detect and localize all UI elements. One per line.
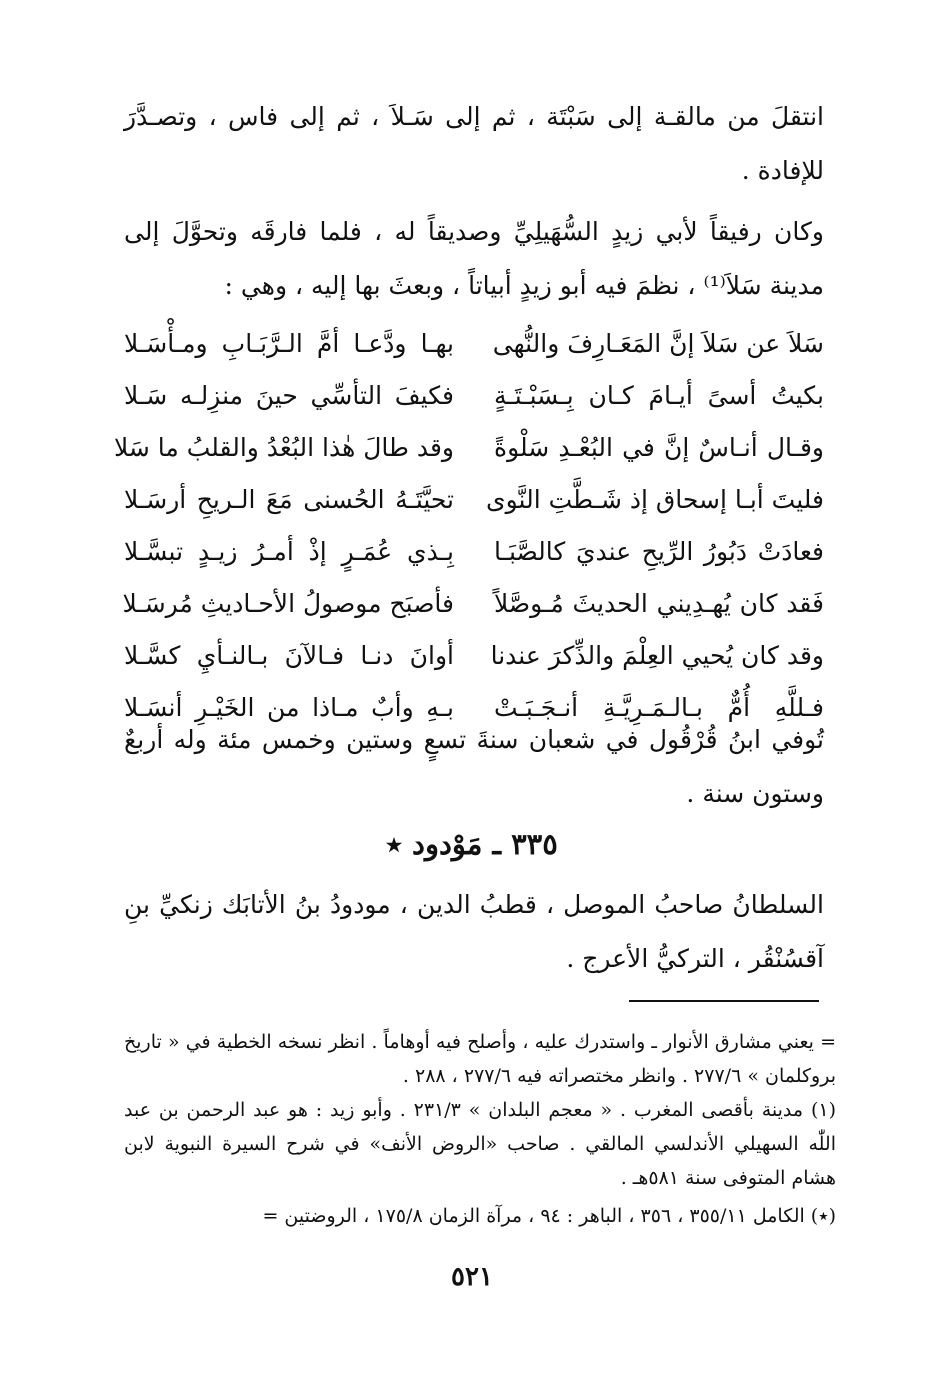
verse-second-hemistich: فأصبَح موصولُ الأحـاديثِ مُرسَـلا: [122, 589, 454, 618]
poem-verse: [124, 370, 824, 422]
poem-verse: [124, 474, 824, 526]
verse-first-hemistich: بكيتُ أسىً أيـامَ كـان بِـسَبْـتَـةٍ: [494, 381, 824, 410]
poem-verse: [124, 318, 824, 370]
verse-first-hemistich: وقد كان يُحيي العِلْمَ والذِّكرَ عندنا: [490, 641, 824, 670]
verse-first-hemistich: فليتَ أبـا إسحاق إذ شَـطَّتِ النَّوى: [486, 485, 824, 514]
verse-first-hemistich: فَقد كان يُهـدِيني الحديثَ مُـوصَّلاً: [494, 589, 824, 618]
poem-verse: [124, 578, 824, 630]
poem-verse: [113, 422, 824, 474]
footnote-divider: [629, 1000, 819, 1002]
verse-first-hemistich: سَلاَ عن سَلاَ إنَّ المَعَـارِفَ والنُّهى: [492, 329, 824, 358]
verse-second-hemistich: وقد طالَ هٰذا البُعْدُ والقلبُ ما سَلا: [113, 433, 454, 462]
poem-verse: [124, 526, 824, 578]
paragraph-companion: وكان رفيقاً لأبي زيدٍ السُّهَيلِيِّ وصديقاً له ، فلما فارقَه وتحوَّلَ إلى مدينة سَلاَ⁽¹⁾ ، نظمَ فيه أبو زيدٍ أبياتاً ، وبعثَ بها إليه ، وهي :: [124, 217, 824, 300]
poem: [113, 318, 824, 734]
footnote-1: (١) مدينة بأقصى المغرب . « معجم البلدان » ٢٣١/٣ . وأبو زيد : هو عبد الرحمن بن عبد اللّٰه السهيلي الأندلسي المالقي . صاحب «الروض الأنف» في شرح السيرة النبوية لابن هشام المتوفى سنة ٥٨١هـ .: [124, 1099, 836, 1189]
page-number: ٥٢١: [451, 1262, 493, 1292]
footnotes: [124, 1025, 836, 1233]
verse-second-hemistich: فكيفَ التأسِّي حينَ منزِلـه سَـلا: [124, 381, 454, 410]
verse-second-hemistich: بهـا ودَّعـا أمَّ الـرَّبَـابِ ومـأْسَـلا: [124, 329, 454, 358]
verse-second-hemistich: بِـذي عُمَـرٍ إذْ أمـرُ زيـدٍ تبسَّـلا: [124, 537, 454, 566]
verse-second-hemistich: تحيَّتَـهُ الحُسنى مَعَ الـريحِ أرسَـلا: [124, 485, 454, 514]
paragraph-entry: السلطانُ صاحبُ الموصل ، قطبُ الدين ، مودودُ بنُ الأتابَك زنكيِّ بنِ آقسُنْقُر ، التركيُّ الأعرج .: [124, 890, 824, 973]
verse-first-hemistich: وقـال أنـاسٌ إنَّ في البُعْـدِ سَلْوةً: [494, 433, 824, 462]
footnote-sources: (٭) الكامل ٣٥٥/١١ ، ٣٥٦ ، الباهر : ٩٤ ، مرآة الزمان ١٧٥/٨ ، الروضتين =: [262, 1205, 836, 1227]
poem-verse: [124, 630, 824, 682]
entry-heading: ٣٣٥ ـ مَوْدود ٭: [386, 827, 558, 861]
verse-first-hemistich: فـللَّهِ أُمٌّ بـالـمَـرِيَّـةِ أنـجَـبَـتْ: [494, 693, 824, 722]
paragraph-death: تُوفي ابنُ قُرْقُول في شعبان سنةَ تسعٍ وستين وخمس مئة وله أربعٌ وستون سنة .: [124, 725, 824, 808]
verse-second-hemistich: أوانَ دنـا فـالآنَ بـالنـأيِ كسَّـلا: [124, 641, 454, 670]
verse-second-hemistich: بـهِ وأبٌ مـاذا من الخَيْـرِ أنسَـلا: [124, 693, 454, 722]
footnote-continuation: = يعني مشارق الأنوار ـ واستدرك عليه ، وأصلح فيه أوهاماً . انظر نسخه الخطية في « تاريخ بروكلمان » ٢٧٧/٦ . وانظر مختصراته فيه ٢٧٧/٦ ، ٢٨٨ .: [124, 1031, 836, 1087]
paragraph-intro: انتقلَ من مالقـة إلى سَبْتَة ، ثم إلى سَـلاَ ، ثم إلى فاس ، وتصـدَّرَ للإفادة .: [124, 102, 824, 185]
verse-first-hemistich: فعادَتْ دَبُورُ الرِّيحِ عنديَ كالصَّبَـا: [494, 537, 824, 566]
